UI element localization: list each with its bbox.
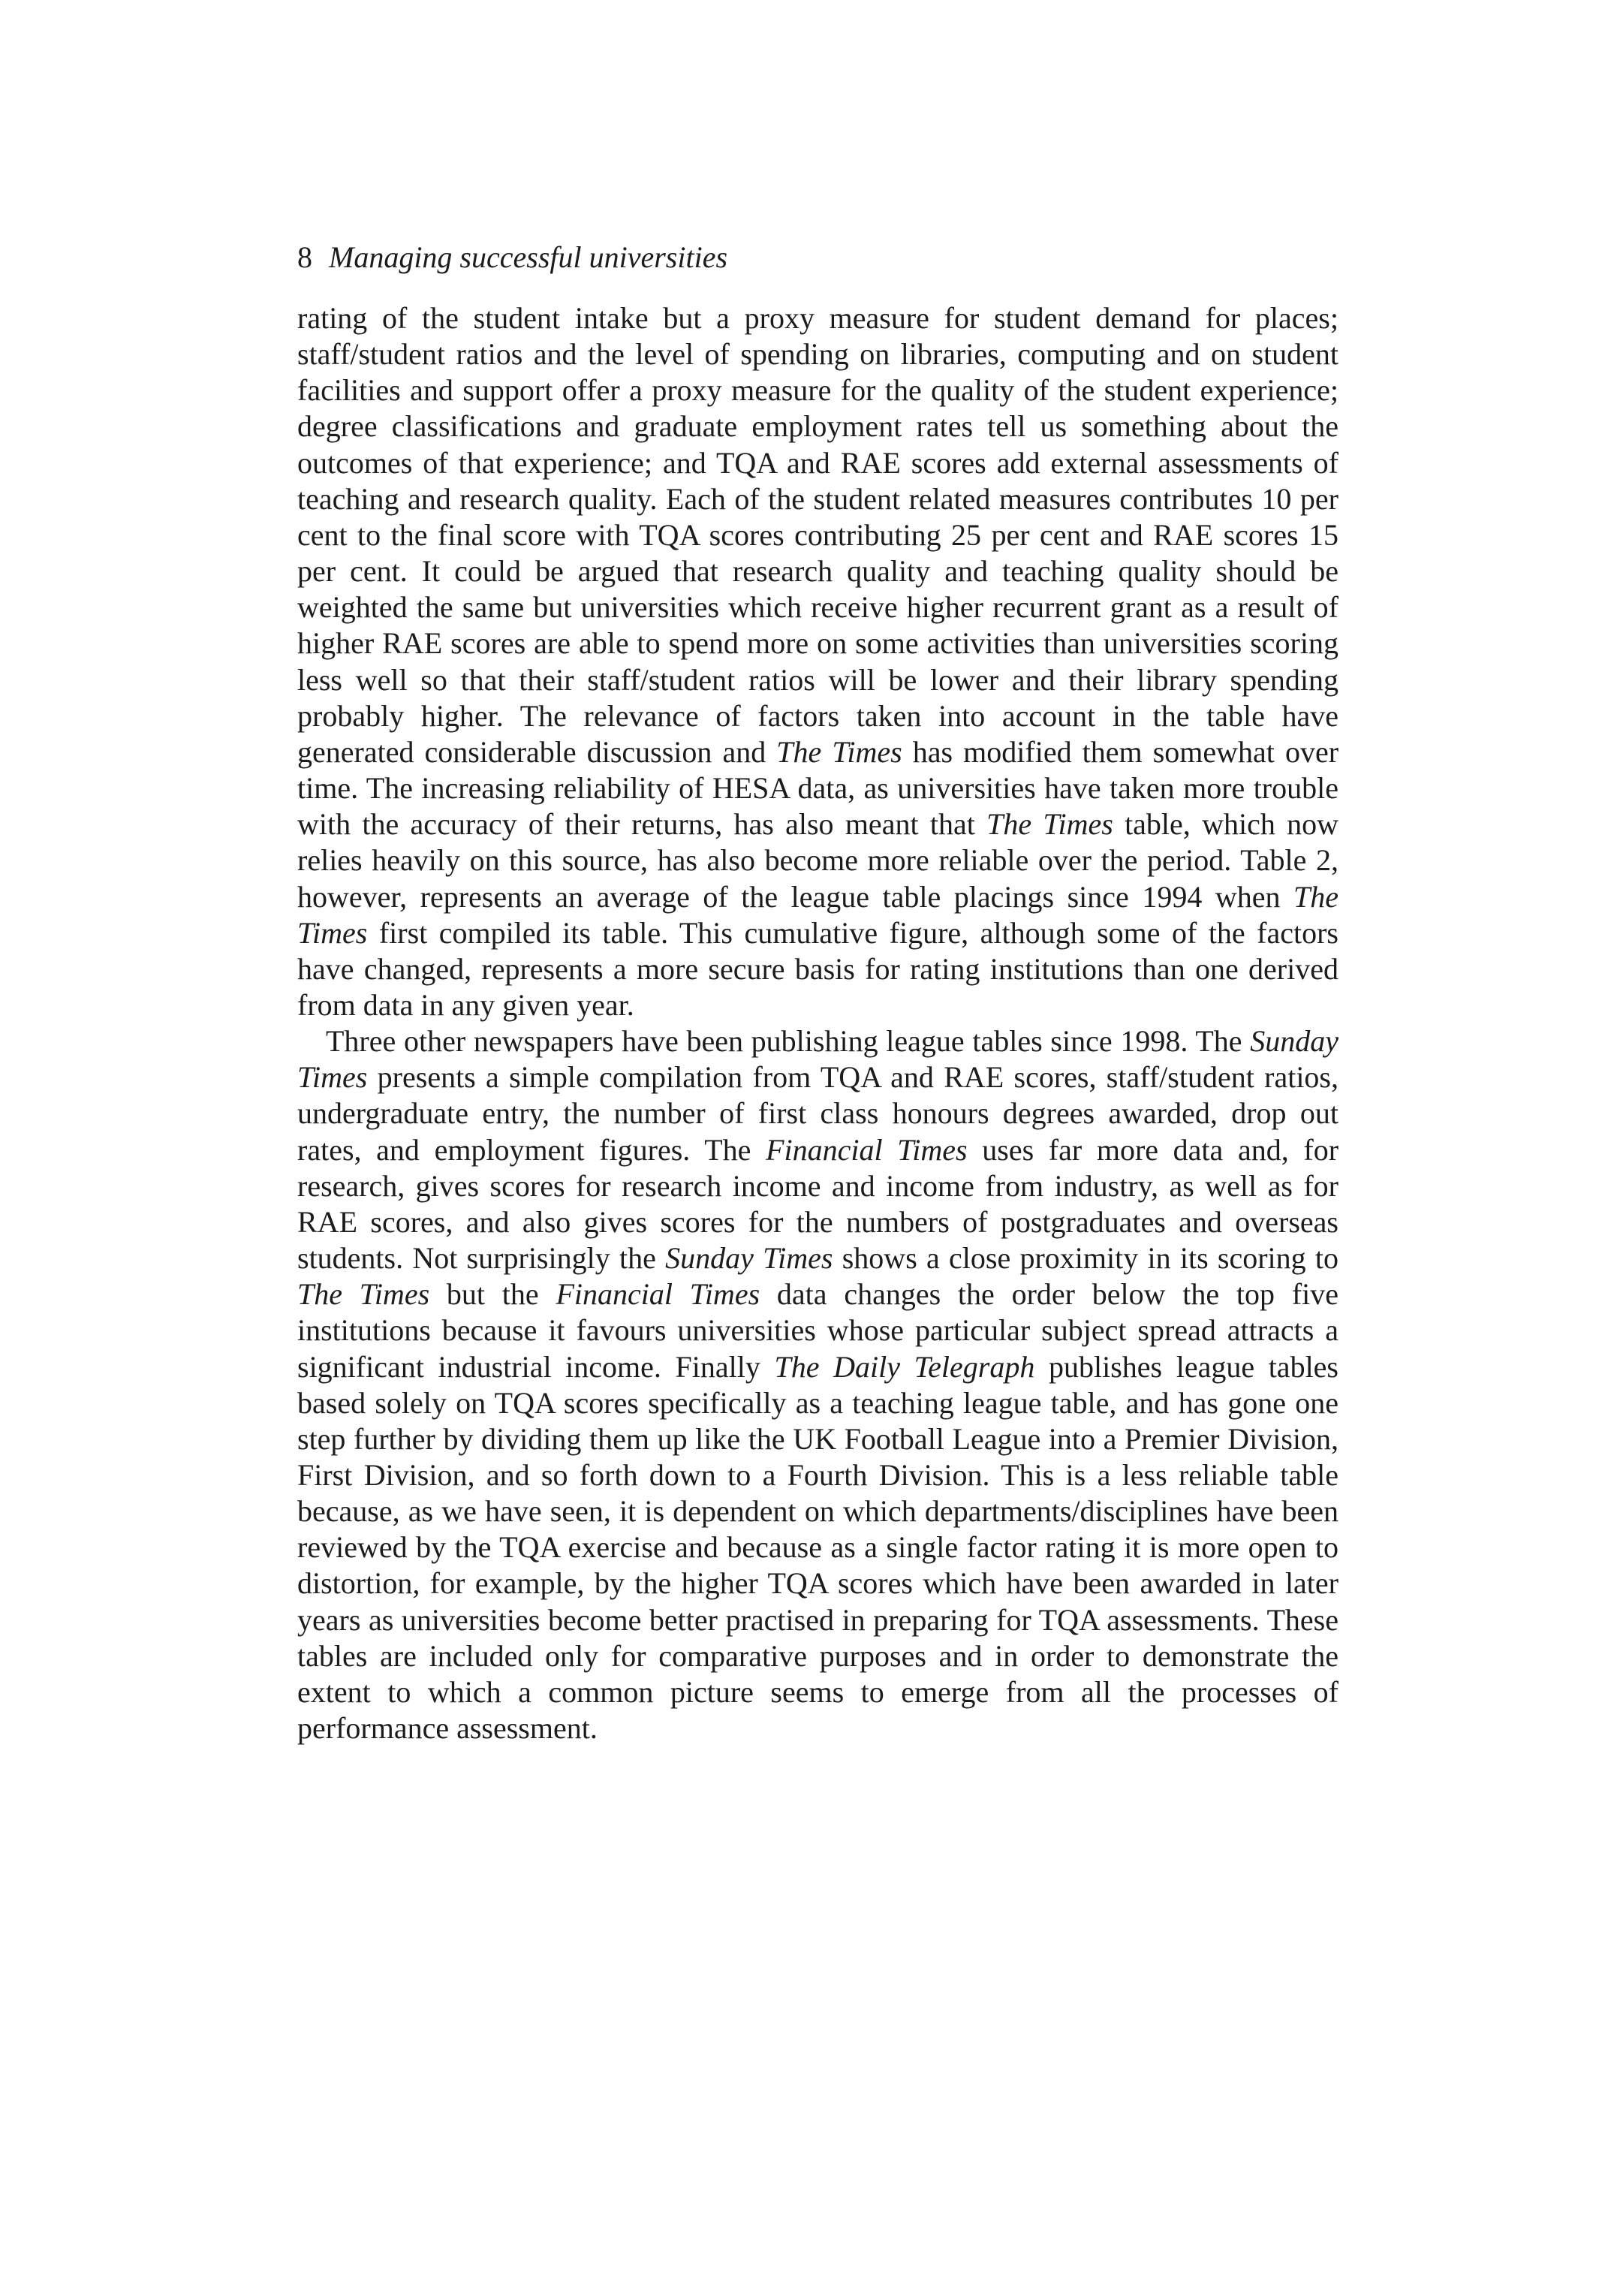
text-run-italic: Sunday Times <box>665 1241 833 1276</box>
text-run: rating of the student intake but a proxy measure for student demand for places; staff/student ratios and the level of spending on libraries, computing and on student facilities and support offer a proxy measure for the quality of the student experience; degree classifications and graduate employment rates tell us something about the outcomes of that experience; and TQA and RAE scores add external assessments of teaching and research quality. Each of the student related measures contributes 10 per cent to the final score with TQA scores contributing 25 per cent and RAE scores 15 per cent. It could be argued that research quality and teaching quality should be weighted the same but universities which receive higher recurrent grant as a result of higher RAE scores are able to spend more on some activities than universities scoring less well so that their staff/student ratios will be lower and their library spending probably higher. The relevance of factors taken into account in the table have generated considerable discussion and <box>297 301 1338 769</box>
text-run: publishes league tables based solely on TQA scores specifically as a teaching league table, and has gone one step further by dividing them up like the UK Football League into a Premier Division, First Division, and so forth down to a Fourth Division. This is a less reliable table because, as we have seen, it is dependent on which departments/disciplines have been reviewed by the TQA exercise and because as a single factor rating it is more open to distortion, for example, by the higher TQA scores which have been awarded in later years as universities become better practised in preparing for TQA assessments. These tables are included only for comparative purposes and in order to demonstrate the extent to which a common picture seems to emerge from all the processes of performance assessment. <box>297 1349 1338 1746</box>
text-run: table, which now relies heavily on this source, has also become more reliable over the period. Table 2, however, represents an average of the league table placings since 1994 when <box>297 807 1339 914</box>
running-head <box>297 239 727 276</box>
text-run-italic: The Times <box>297 1277 430 1312</box>
text-run-italic: Sunday Times <box>297 1024 1338 1095</box>
text-run: Three other newspapers have been publishing league tables since 1998. The <box>326 1024 1251 1059</box>
page-number: 8 <box>297 240 312 274</box>
text-run-italic: Financial Times <box>766 1132 968 1167</box>
text-run: uses far more data and, for research, gives scores for research income and income from industry, as well as for RAE scores, and also gives scores for the numbers of postgraduates and overseas students. Not surprisingly the <box>297 1132 1339 1276</box>
text-run-italic: The Daily Telegraph <box>774 1349 1035 1384</box>
text-run: has modified them somewhat over time. The increasing reliability of HESA data, as universities have taken more trouble with the accuracy of their returns, has also meant that <box>297 734 1339 842</box>
text-run: data changes the order below the top five institutions because it favours universities whose particular subject spread attracts a significant industrial income. Finally <box>297 1277 1339 1384</box>
text-run-italic: Financial Times <box>556 1277 760 1312</box>
text-run-italic: The Times <box>297 879 1338 950</box>
text-run-italic: The Times <box>986 807 1113 842</box>
body-text <box>297 300 1338 1746</box>
text-run: shows a close proximity in its scoring to <box>833 1241 1339 1276</box>
text-run: presents a simple compilation from TQA and RAE scores, staff/student ratios, undergraduate entry, the number of first class honours degrees awarded, drop out rates, and employment figures. The <box>297 1060 1338 1167</box>
text-run: but the <box>429 1277 556 1312</box>
paragraph <box>297 300 1338 1023</box>
text-run: first compiled its table. This cumulative figure, although some of the factors have changed, represents a more secure basis for rating institutions than one derived from data in any given year. <box>297 915 1338 1022</box>
text-run-italic: The Times <box>776 734 902 769</box>
book-title: Managing successful universities <box>329 240 728 274</box>
paragraph <box>297 1023 1338 1746</box>
